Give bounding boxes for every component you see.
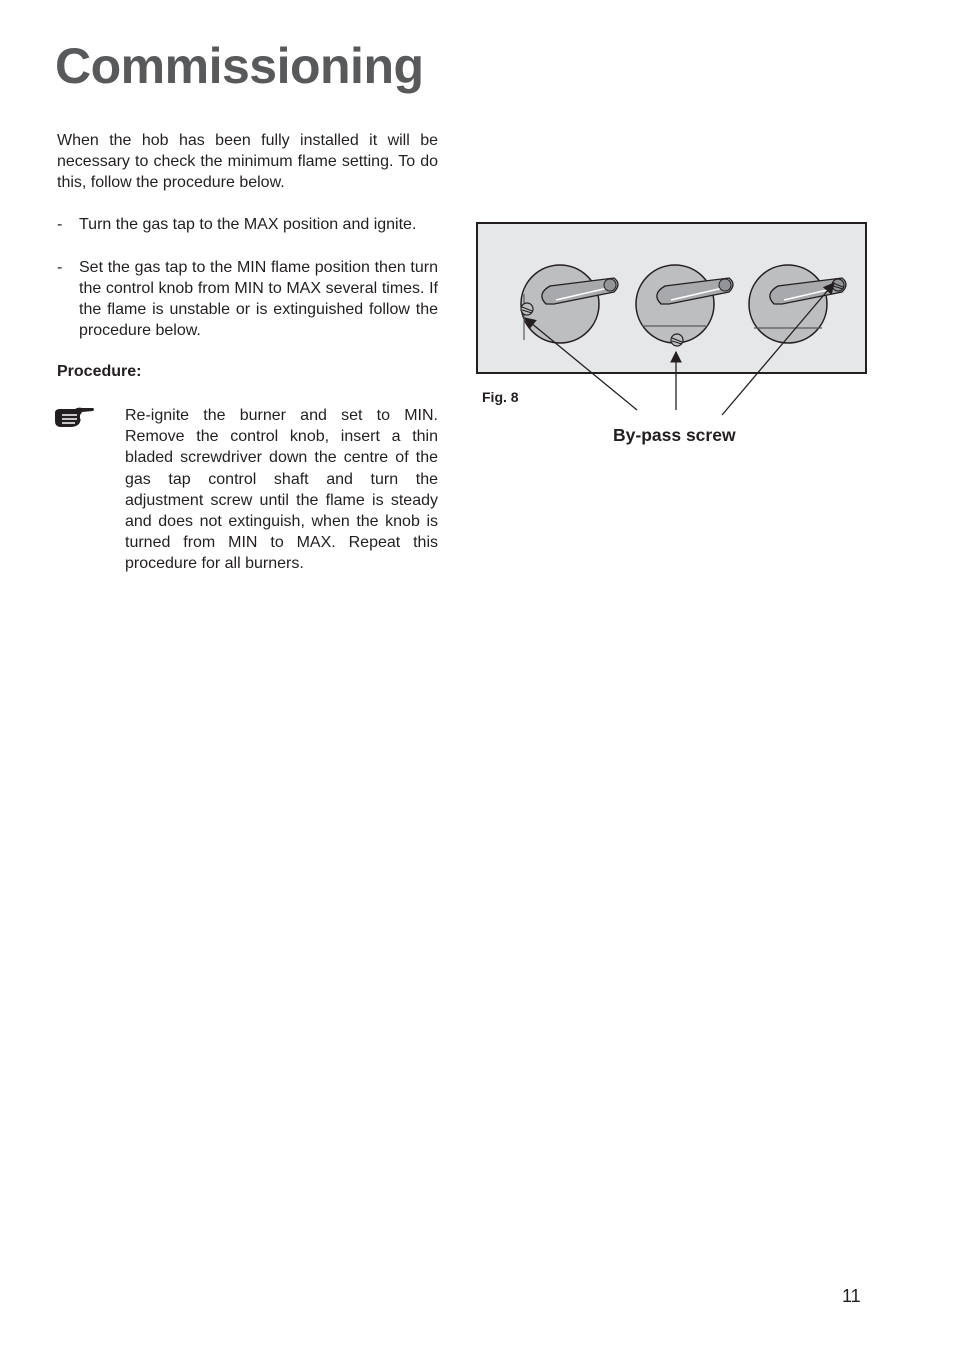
pointing-hand-icon [53,405,95,429]
bypass-screw-label: By-pass screw [613,425,736,445]
knob-panel-figure [476,222,867,374]
figure-caption: Fig. 8 [482,389,519,405]
bypass-screw-icon [671,334,683,346]
bypass-screw-icon [521,303,533,315]
page-number: 11 [842,1286,861,1306]
step-marker: - [57,259,63,276]
procedure-text: Re-ignite the burner and set to MIN. Remove the control knob, insert a thin bladed screwdriver down the centre of the gas tap control shaft and turn the adjustment screw until the flame is steady and does not extinguish, when the knob is turned from MIN to MAX. Repeat this procedure for all burners. [125,407,438,573]
intro-paragraph: When the hob has been fully installed it will be necessary to check the minimum flame setting. To do this, follow the procedure below. [57,132,438,191]
step-text: Turn the gas tap to the MAX position and ignite. [79,216,417,233]
procedure-heading: Procedure: [57,363,142,380]
step-marker: - [57,216,63,233]
step-text: Set the gas tap to the MIN flame position then turn the control knob from MIN to MAX several times. If the flame is unstable or is extinguished follow the procedure below. [79,259,438,339]
page-title: Commissioning [55,38,424,94]
bypass-screw-icon [832,279,844,291]
